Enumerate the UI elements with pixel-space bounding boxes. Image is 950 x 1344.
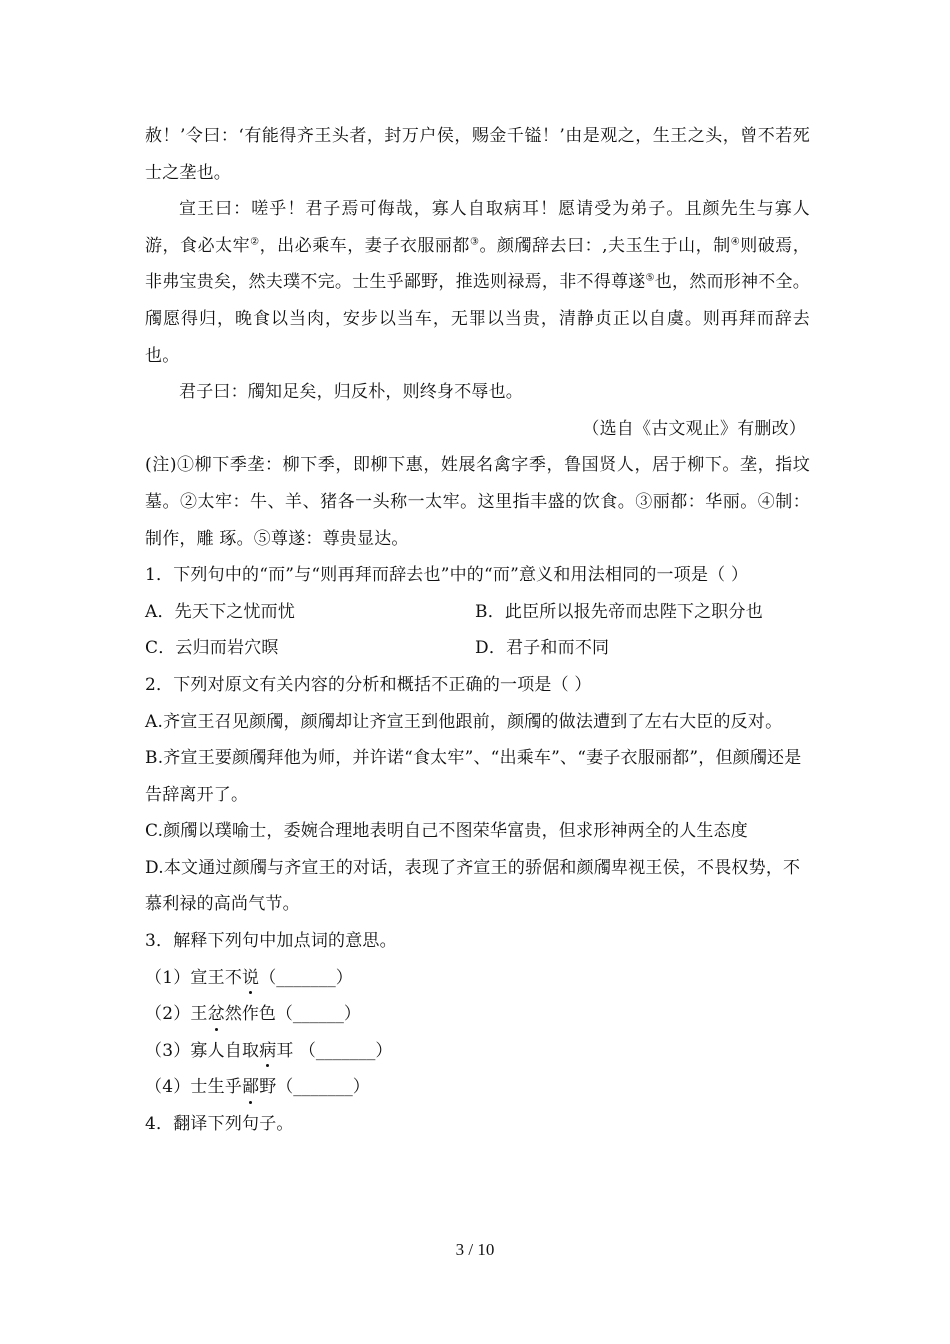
dotted-word-4: 鄙 xyxy=(242,1069,259,1106)
question-1-options-row-1 xyxy=(145,594,810,631)
answer-blank-4[interactable]: 野（_______） xyxy=(259,1077,370,1098)
question-1-stem: 1．下列句中的“而”与“则再拜而辞去也”中的“而”意义和用法相同的一项是（ ） xyxy=(145,565,749,586)
question-2-option-b: B.齐宣王要颜斶拜他为师，并许诺“食太牢”、“出乘车”、“妻子衣服丽都”，但颜斶还是告辞离开了。 xyxy=(145,748,802,805)
passage-paragraph-1: 赦！’令曰：‘有能得齐王头者，封万户侯，赐金千镒！’由是观之，生王之头，曾不若死士之垄也。 xyxy=(145,126,810,183)
footnote-marker-5: ⑤ xyxy=(645,272,655,284)
answer-blank-1[interactable]: （_______） xyxy=(259,967,353,988)
question-4-stem: 4．翻译下列句子。 xyxy=(145,1114,294,1135)
passage-notes: (注)①柳下季垄：柳下季，即柳下惠，姓展名禽字季，鲁国贤人，居于柳下。垄，指坟墓。②太牢：牛、羊、猪各一头称一太牢。这里指丰盛的饮食。③丽都：华丽。④制：制作，雕 琢。⑤尊遂：尊贵显达。 xyxy=(145,455,810,549)
passage-paragraph-3: 君子曰：斶知足矣，归反朴，则终身不辱也。 xyxy=(179,382,523,403)
question-3-item-4: （4）士生乎鄙野（_______） xyxy=(145,1069,810,1106)
answer-blank-3[interactable]: 耳 （_______） xyxy=(276,1040,393,1061)
question-1-option-b: B．此臣所以报先帝而忠陛下之职分也 xyxy=(475,601,763,622)
question-1-option-a: A．先天下之忧而忧 xyxy=(145,601,296,622)
question-3-item-3: （3）寡人自取病耳 （_______） xyxy=(145,1033,810,1070)
dotted-word-1: 说 xyxy=(242,960,259,997)
question-2-option-a: A.齐宣王召见颜斶，颜斶却让齐宣王到他跟前，颜斶的做法遭到了左右大臣的反对。 xyxy=(145,711,783,732)
question-3-item-2: （2）王忿然作色（______） xyxy=(145,996,810,1033)
question-1-options-row-2 xyxy=(145,630,810,667)
answer-blank-2[interactable]: 然作色（______） xyxy=(224,1004,361,1025)
dotted-word-3: 病 xyxy=(259,1033,276,1070)
question-2-option-d: D.本文通过颜斶与齐宣王的对话，表现了齐宣王的骄倨和颜斶卑视王侯，不畏权势，不慕利禄的高尚气节。 xyxy=(145,857,801,915)
document-page xyxy=(145,118,810,1143)
question-3-stem: 3．解释下列句中加点词的意思。 xyxy=(145,931,397,952)
footnote-marker-3: ③ xyxy=(469,236,480,248)
passage-source: （选自《古文观止》有删改） xyxy=(582,418,806,439)
footnote-marker-4: ④ xyxy=(730,236,741,248)
page-number: 3 / 10 xyxy=(455,1240,495,1259)
footnote-marker-2: ② xyxy=(250,236,260,248)
question-3-item-1: （1）宣王不说（_______） xyxy=(145,960,810,997)
passage-paragraph-2: 宣王曰：嗟乎！君子焉可侮哉，寡人自取病耳！愿请受为弟子。且颜先生与寡人游，食必太牢②，出必乘车，妻子衣服丽都③。颜斶辞去曰：,夫玉生于山，制④则破焉，非弗宝贵矣，然夫璞不完。士生乎鄙野，推选则禄焉，非不得尊遂⑤也，然而形神不全。斶愿得归，晚食以当肉，安步以当车，无罪以当贵，清静贞正以自虞。则再拜而辞去也。 xyxy=(145,199,811,366)
question-2-stem: 2．下列对原文有关内容的分析和概括不正确的一项是（ ） xyxy=(145,674,592,695)
dotted-word-2: 忿 xyxy=(208,996,225,1033)
question-1-option-c: C．云归而岩穴暝 xyxy=(145,638,279,659)
question-2-option-c: C.颜斶以璞喻士，委婉合理地表明自己不图荣华富贵，但求形神两全的人生态度 xyxy=(145,821,749,842)
question-1-option-d: D．君子和而不同 xyxy=(475,638,610,659)
